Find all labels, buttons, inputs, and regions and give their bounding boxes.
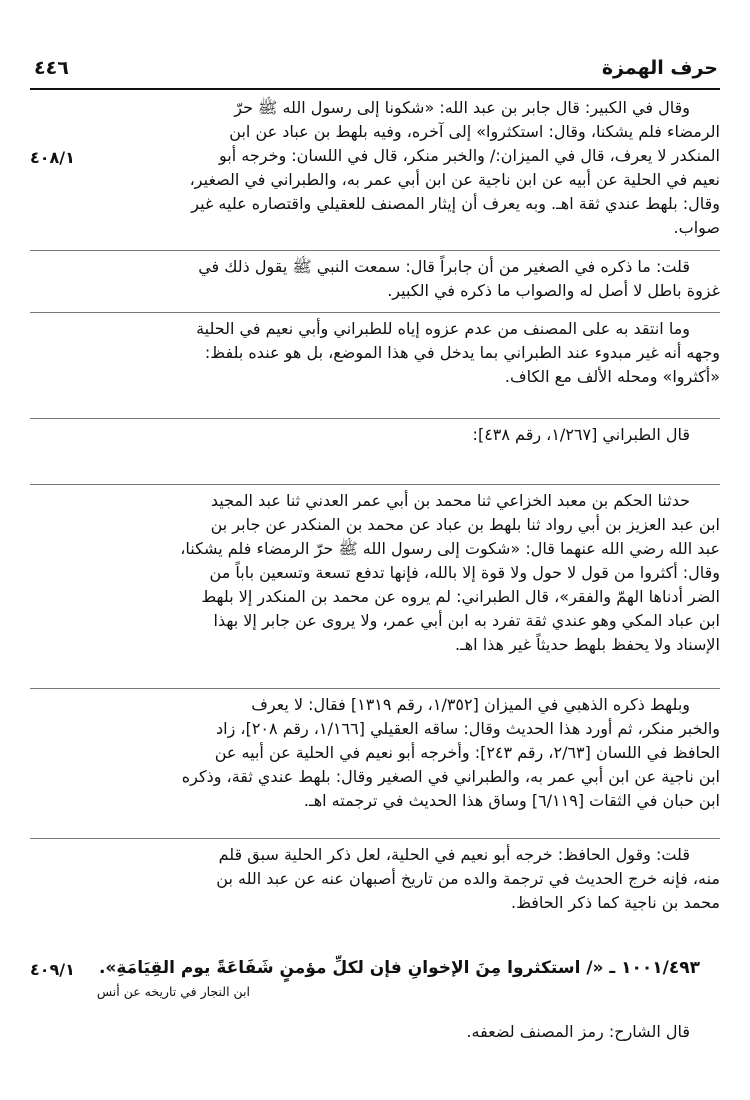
text-line: «أكثروا» ومحله الألف مع الكاف. (504, 367, 720, 386)
hadith-source: ابن النجار في تاريخه عن أنس (96, 984, 250, 999)
page-number: ٤٤٦ (34, 57, 69, 79)
paragraph (30, 250, 720, 307)
text-line: قلت: ما ذكره في الصغير من أن جابراً قال: سمعت النبي ﷺ يقول ذلك في (198, 257, 690, 276)
text-line: الضر أدناها الهمّ والفقر»، قال الطبراني: لم يروه عن محمد بن المنكدر إلا بلهط (201, 587, 720, 606)
page-header (30, 55, 720, 87)
margin-reference: ٤٠٨/١ (30, 148, 75, 167)
paragraph (30, 418, 720, 449)
text-line: عبد الله رضي الله عنهما قال: «شكوت إلى رسول الله ﷺ حرّ الرمضاء فلم يشكنا، (180, 539, 720, 558)
text-line: الحافظ في اللسان [٢/٦٣، رقم ٢٤٣]: وأخرجه أبو نعيم في الحلية عن أبيه عن (214, 743, 720, 762)
text-line: الإسناد ولا يحفظ بلهط حديثاً غير هذا اهـ. (454, 635, 720, 654)
margin-reference: ٤٠٩/١ (30, 960, 75, 979)
text-line: صواب. (673, 218, 720, 237)
paragraph (30, 312, 720, 393)
header-rule (30, 88, 720, 90)
paragraph (30, 838, 720, 919)
text-line: ابن حبان في الثقات [٦/١١٩] وساق هذا الحديث في ترجمته اهـ. (303, 791, 720, 810)
paragraph (30, 96, 720, 252)
text-line: نعيم في الحلية عن أبيه عن ابن ناجية عن ابن أبي عمر به، والطبراني في الصغير، (189, 170, 720, 189)
text-line: والخبر منكر، ثم أورد هذا الحديث وقال: ساقه العقيلي [١/١٦٦، رقم ٢٠٨]، زاد (216, 719, 720, 738)
commentary-line: قال الشارح: رمز المصنف لضعفه. (466, 1022, 690, 1041)
text-line: الرمضاء فلم يشكنا، وقال: استكثروا» إلى آخره، وفيه بلهط بن عباد عن ابن (229, 122, 720, 141)
text-line: وقال: بلهط عندي ثقة اهـ. وبه يعرف أن إيثار المصنف للعقيلي واقتصاره عليه غير (191, 194, 720, 213)
text-line: محمد بن ناجية كما ذكر الحافظ. (511, 893, 720, 912)
running-title: حرف الهمزة (601, 57, 718, 79)
text-line: حدثنا الحكم بن معبد الخزاعي ثنا محمد بن أبي عمر العدني ثنا عبد المجيد (210, 491, 690, 510)
text-line: قال الطبراني [١/٢٦٧، رقم ٤٣٨]: (472, 425, 690, 444)
text-line: ابن عبد العزيز بن أبي رواد ثنا بلهط بن عباد عن محمد بن المنكدر عن جابر بن (210, 515, 720, 534)
text-line: وقال في الكبير: قال جابر بن عبد الله: «شكونا إلى رسول الله ﷺ حرّ (234, 98, 690, 117)
text-line: منه، فإنه خرج الحديث في ترجمة والده من تاريخ أصبهان عنه عن عبد الله بن (216, 869, 720, 888)
text-line: المنكدر لا يعرف، قال في الميزان:/ والخبر منكر، قال في اللسان: وخرجه أبو (219, 146, 720, 165)
paragraph (30, 484, 720, 655)
hadith-text: ١٠٠١/٤٩٣ ـ «/ استكثروا مِنَ الإخوانِ فإن لكلِّ مؤمنٍ شَفَاعَةً يوم القِيَامَةِ». (98, 958, 700, 978)
text-line: وجهه أنه غير مبدوء عند الطبراني بما يدخل في هذا الموضع، بل هو عنده بلفظ: (204, 343, 720, 362)
text-line: وقال: أكثروا من قول لا حول ولا قوة إلا بالله، فإنها تدفع تسعة وتسعين باباً من (209, 563, 720, 582)
text-line: وما انتقد به على المصنف من عدم عزوه إياه للطبراني وأبي نعيم في الحلية (196, 319, 690, 338)
text-line: وبلهط ذكره الذهبي في الميزان [١/٣٥٢، رقم ١٣١٩] فقال: لا يعرف (251, 695, 690, 714)
page-body (30, 96, 720, 1096)
text-line: ابن عباد المكي وهو عندي ثقة تفرد به ابن أبي عمر، ولا يروى عن جابر إلا بهذا (213, 611, 720, 630)
paragraph (30, 688, 720, 813)
text-line: غزوة باطل لا أصل له والصواب ما ذكره في الكبير. (387, 281, 720, 300)
text-line: ابن ناجية عن ابن أبي عمر به، والطبراني في الصغير وقال: بلهط عندي ثقة، وذكره (181, 767, 720, 786)
text-line: قلت: وقول الحافظ: خرجه أبو نعيم في الحلية، لعل ذكر الحلية سبق قلم (218, 845, 690, 864)
